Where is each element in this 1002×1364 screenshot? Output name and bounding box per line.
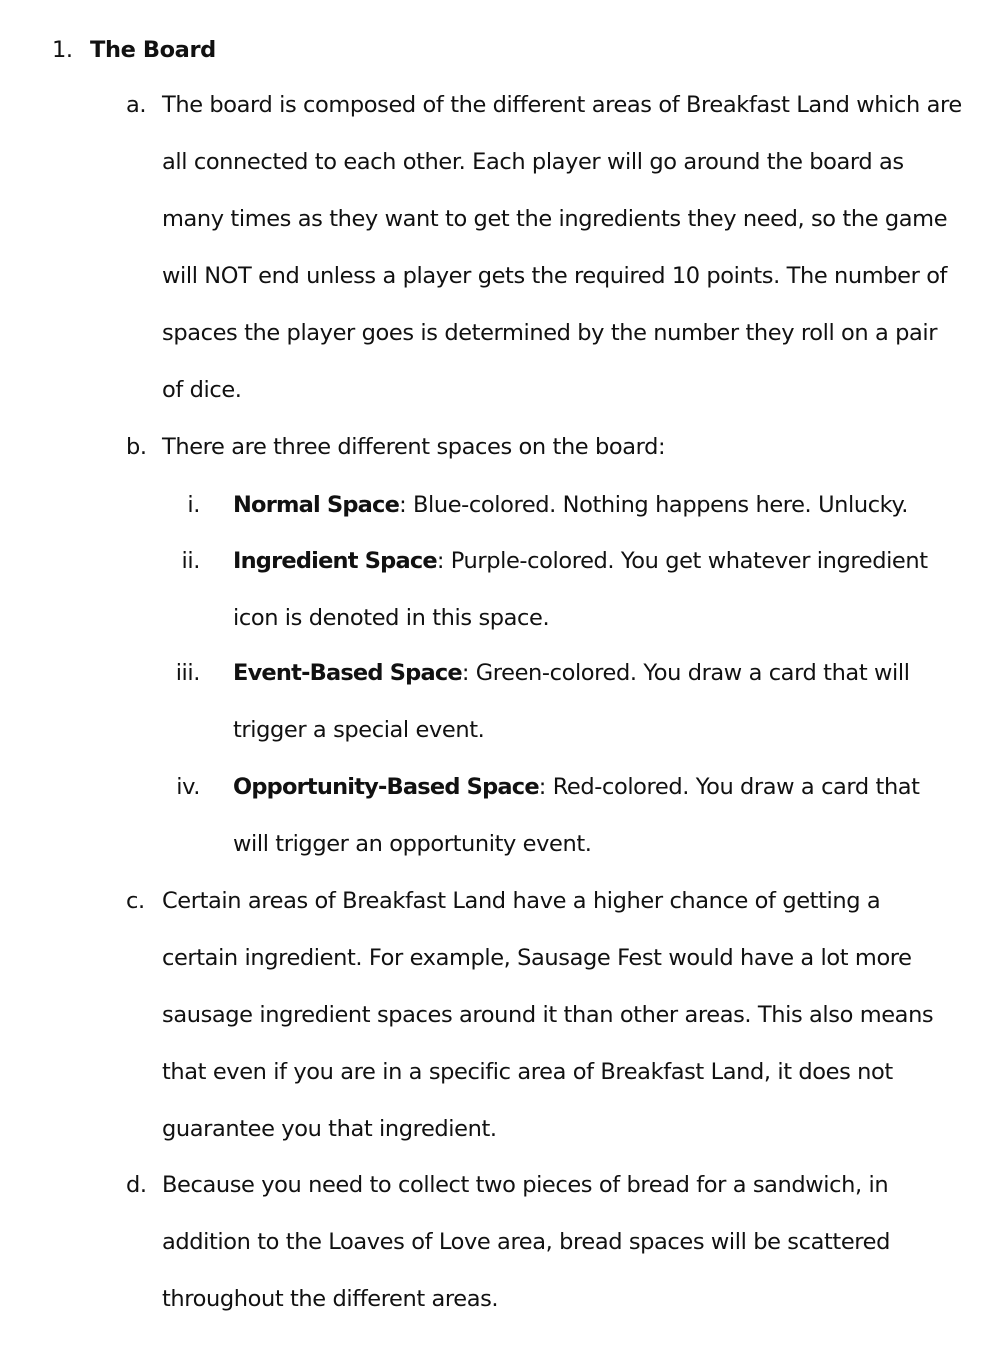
space-description: : Blue-colored. Nothing happens here. Unlucky. [399, 492, 908, 518]
section-heading [52, 33, 216, 67]
sublist-item-text [233, 759, 943, 873]
list-marker: c. [126, 888, 145, 914]
section-number: 1. [52, 37, 73, 63]
space-description: : Red-colored. You draw a card that will trigger an opportunity event. [233, 774, 920, 857]
sublist-marker: iii. [175, 660, 200, 686]
list-item-text: Because you need to collect two pieces of bread for a sandwich, in addition to the Loaves of Love area, bread spaces will be scattered throughout the different areas. [162, 1172, 890, 1312]
list-item-text: Certain areas of Breakfast Land have a higher chance of getting a certain ingredient. For example, Sausage Fest would have a lot more sausage ingredient spaces around it than other areas. This also means that even if you are in a specific area of Breakfast Land, it does not guarantee you that ingredient. [162, 888, 934, 1142]
sublist-item-text [233, 645, 943, 759]
list-marker: a. [126, 92, 147, 118]
sublist-item-text [233, 477, 943, 534]
list-marker: b. [126, 434, 147, 460]
space-term: Opportunity-Based Space [233, 774, 539, 800]
sublist-marker: i. [187, 492, 200, 518]
sublist-item-text [233, 533, 943, 647]
sublist-marker: ii. [181, 548, 200, 574]
sublist-marker: iv. [176, 774, 200, 800]
list-item-text: There are three different spaces on the board: [162, 434, 666, 460]
space-term: Ingredient Space [233, 548, 437, 574]
space-term: Event-Based Space [233, 660, 462, 686]
space-term: Normal Space [233, 492, 400, 518]
list-item-text: The board is composed of the different areas of Breakfast Land which are all connected to each other. Each player will go around the board as many times as they want to get the ingredients they need, so the game will NOT end unless a player gets the required 10 points. The number of spaces the player goes is determined by the number they roll on a pair of dice. [162, 92, 962, 403]
section-title: The Board [90, 37, 216, 63]
space-description: : Green-colored. You draw a card that will trigger a special event. [233, 660, 910, 743]
list-marker: d. [126, 1172, 147, 1198]
space-description: : Purple-colored. You get whatever ingredient icon is denoted in this space. [233, 548, 928, 631]
